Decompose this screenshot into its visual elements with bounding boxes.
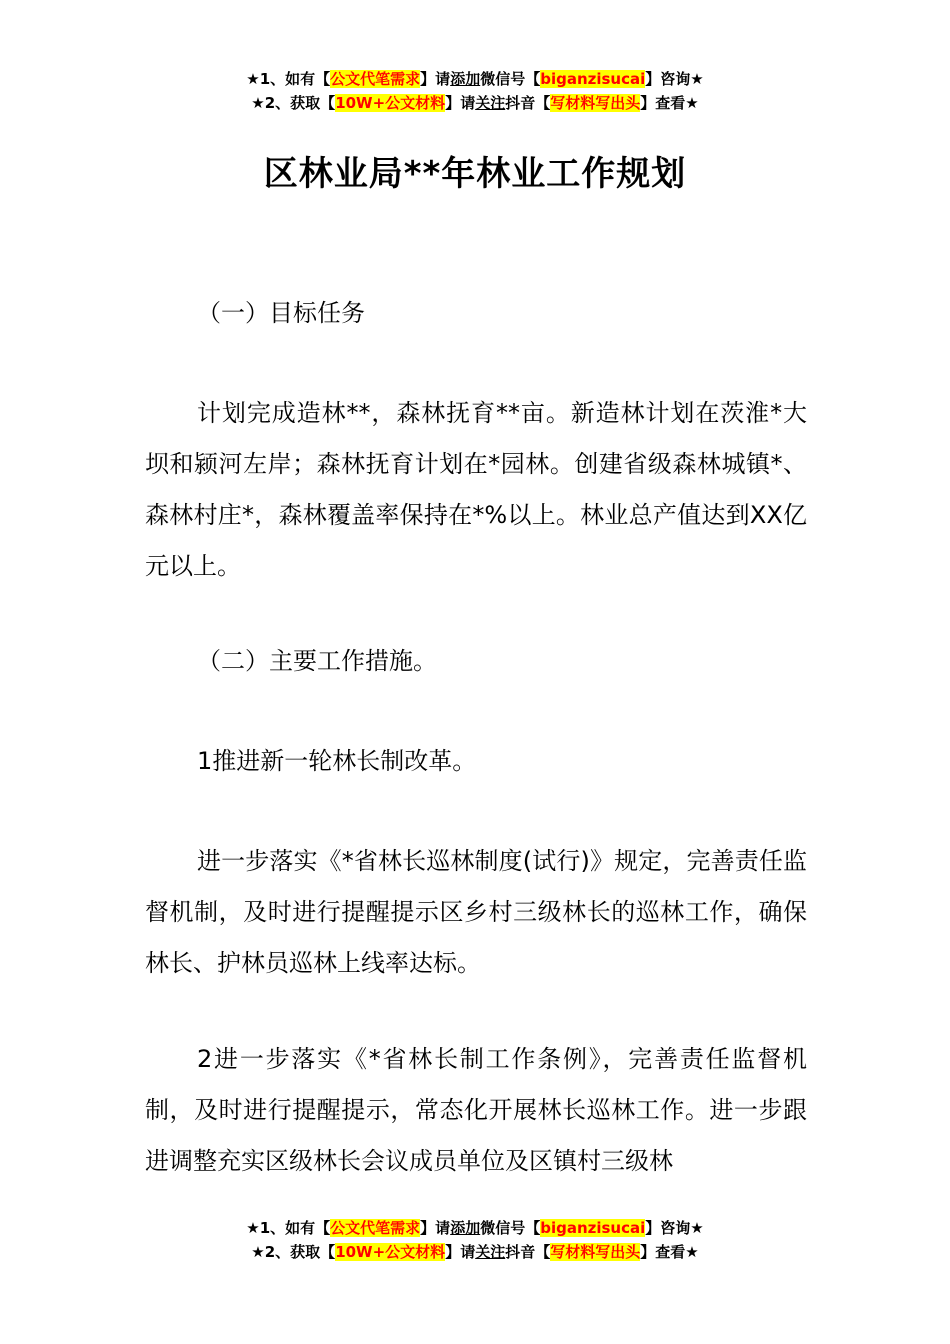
underlined-text: 添加 (450, 1219, 481, 1237)
douyin-account: 写材料写出头 (550, 1243, 641, 1261)
paragraph-targets: 计划完成造林**，森林抚育**亩。新造林计划在茨淮*大坝和颍河左岸；森林抚育计划在*园林。创建省级森林城镇*、森林村庄*，森林覆盖率保持在*%以上。林业总产值达到XX亿元以上。 (145, 399, 807, 580)
douyin-account: 写材料写出头 (550, 94, 641, 112)
document-title: 区林业局**年林业工作规划 (263, 154, 687, 194)
wechat-id: biganzisucai (540, 70, 646, 88)
underlined-text: 添加 (450, 70, 481, 88)
promo-line-1: ★1、如有【公文代笔需求】请添加微信号【biganzisucai】咨询★ (246, 70, 704, 88)
paragraph-patrol: 进一步落实《*省林长巡林制度(试行)》规定，完善责任监督机制，及时进行提醒提示区乡村三级林长的巡林工作，确保林长、护林员巡林上线率达标。 (145, 847, 807, 977)
underlined-text: 关注 (475, 1243, 506, 1261)
highlight-text: 公文代笔需求 (330, 70, 421, 88)
promo-line-2: ★2、获取【10W+公文材料】请关注抖音【写材料写出头】查看★ (251, 94, 699, 112)
wechat-id: biganzisucai (540, 1219, 646, 1237)
highlight-text: 10W+公文材料 (335, 1243, 446, 1261)
underlined-text: 关注 (475, 94, 506, 112)
bottom-promo-banner (0, 1216, 950, 1264)
top-promo-banner (0, 67, 950, 115)
section-heading-2: （二）主要工作措施。 (197, 647, 437, 675)
promo-line-1: ★1、如有【公文代笔需求】请添加微信号【biganzisucai】咨询★ (246, 1219, 704, 1237)
highlight-text: 公文代笔需求 (330, 1219, 421, 1237)
subheading-1: 1推进新一轮林长制改革。 (197, 747, 477, 775)
paragraph-regulations: 2进一步落实《*省林长制工作条例》，完善责任监督机制，及时进行提醒提示，常态化开展林长巡林工作。进一步跟进调整充实区级林长会议成员单位及区镇村三级林 (145, 1045, 807, 1175)
promo-line-2: ★2、获取【10W+公文材料】请关注抖音【写材料写出头】查看★ (251, 1243, 699, 1261)
section-heading-1: （一）目标任务 (197, 299, 365, 327)
highlight-text: 10W+公文材料 (335, 94, 446, 112)
